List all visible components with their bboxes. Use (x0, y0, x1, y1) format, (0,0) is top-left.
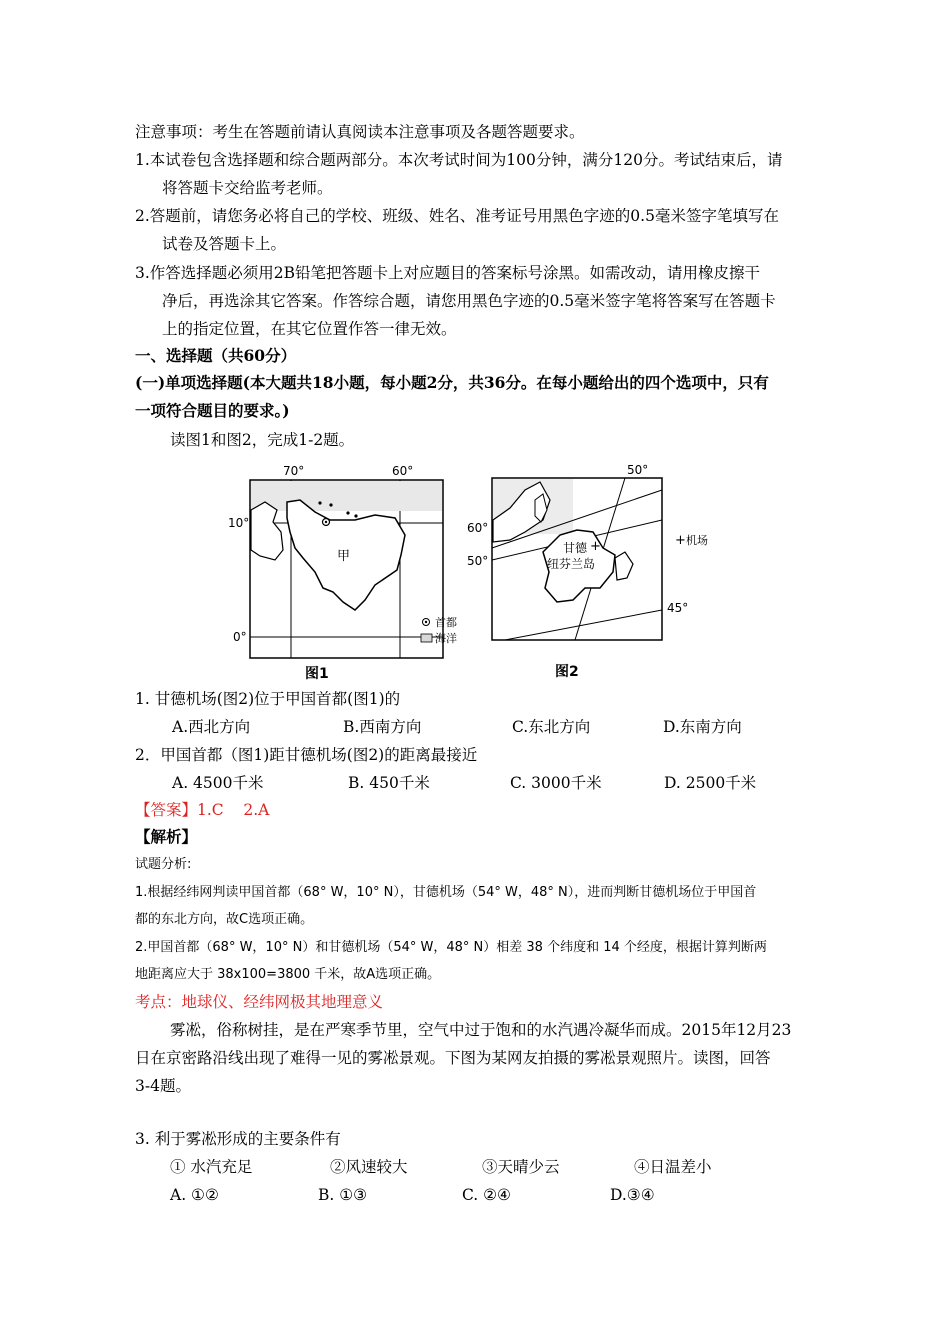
answer-text: 1.C 2.A (197, 801, 270, 819)
notice-item-1: 1.本试卷包含选择题和综合题两部分。本次考试时间为100分钟，满分120分。考试结束后，请 (135, 151, 783, 169)
notice-item-3-cont2: 上的指定位置，在其它位置作答一律无效。 (162, 320, 457, 338)
q3-condition-2: ②风速较大 (330, 1158, 408, 1176)
airport-marker-icon: + (590, 539, 601, 554)
passage-line-1: 雾凇，俗称树挂，是在严寒季节里，空气中过于饱和的水汽遇冷凝华而成。2015年12月23 (170, 1021, 792, 1039)
passage-line-2: 日在京密路沿线出现了难得一见的雾凇景观。下图为某网友拍摄的雾凇景观照片。读图，回答 (135, 1049, 771, 1067)
section-subheading: (一)单项选择题(本大题共18小题，每小题2分，共36分。在每小题给出的四个选项中，只有 (135, 373, 769, 392)
q2-stem: 2．甲国首都（图1)距甘德机场(图2)的距离最接近 (135, 746, 478, 764)
fig2-place-gander: 甘德 (563, 541, 588, 555)
section-subheading-cont: 一项符合题目的要求。) (135, 401, 290, 420)
fig2-caption: 图2 (555, 664, 579, 680)
q1-stem: 1. 甘德机场(图2)位于甲国首都(图1)的 (135, 690, 401, 708)
figure-2-map (465, 460, 735, 690)
legend-capital-label: 首都 (435, 616, 457, 629)
answer-line (135, 800, 269, 820)
legend-ocean-label: 海洋 (435, 632, 457, 645)
analysis-p1-cont: 都的东北方向，故C选项正确。 (135, 912, 314, 927)
q2-option-b: B. 450千米 (348, 774, 430, 792)
legend-ocean-icon (421, 634, 432, 642)
figure-1-map (225, 460, 475, 690)
analysis-p2-cont: 地距离应大于 38x100=3800 千米，故A选项正确。 (135, 967, 441, 982)
q1-option-c: C.东北方向 (512, 718, 591, 736)
fig2-lat-45: 45° (667, 601, 689, 615)
legend-airport-icon: + (675, 533, 686, 548)
fig1-lat-10: 10° (228, 516, 250, 530)
q3-option-a: A. ①② (170, 1186, 219, 1204)
q2-option-a: A. 4500千米 (172, 774, 264, 792)
fig1-lon-70: 70° (283, 464, 305, 478)
q2-option-d: D. 2500千米 (664, 774, 757, 792)
notice-item-3-cont1: 净后，再选涂其它答案。作答综合题，请您用黑色字迹的0.5毫米签字笔将答案写在答题卡 (162, 292, 776, 310)
q3-condition-4: ④日温差小 (634, 1158, 712, 1176)
notice-item-2-cont: 试卷及答题卡上。 (162, 235, 287, 253)
q3-option-d: D.③④ (610, 1186, 655, 1204)
kaodian: 考点：地球仪、经纬网极其地理意义 (135, 993, 384, 1011)
passage-line-3: 3-4题。 (135, 1077, 191, 1095)
q3-condition-1: ① 水汽充足 (170, 1158, 253, 1176)
analysis-p1: 1.根据经纬网判读甲国首都（68° W，10° N），甘德机场（54° W，48° N），进而判断甘德机场位于甲国首 (135, 885, 757, 900)
fig2-place-newfoundland: 纽芬兰岛 (547, 557, 596, 571)
q1-option-d: D.东南方向 (663, 718, 742, 736)
notice-item-2: 2.答题前，请您务必将自己的学校、班级、姓名、准考证号用黑色字迹的0.5毫米签字笔填写在 (135, 207, 779, 225)
legend-airport-label: 机场 (686, 534, 708, 547)
q2-option-c: C. 3000千米 (510, 774, 602, 792)
q1-option-a: A.西北方向 (172, 718, 251, 736)
q3-option-b: B. ①③ (318, 1186, 368, 1204)
q1-option-b: B.西南方向 (343, 718, 422, 736)
notice-item-3: 3.作答选择题必须用2B铅笔把答题卡上对应题目的答案标号涂黑。如需改动，请用橡皮擦干 (135, 264, 761, 282)
section-heading: 一、选择题（共60分） (135, 346, 297, 365)
q3-stem: 3. 利于雾凇形成的主要条件有 (135, 1130, 341, 1148)
analysis-p2: 2.甲国首都（68° W，10° N）和甘德机场（54° W，48° N）相差 38 个纬度和 14 个经度，根据计算判断两 (135, 940, 767, 955)
fig2-lon-60: 60° (467, 521, 489, 535)
q3-option-c: C. ②④ (462, 1186, 511, 1204)
fig2-lon-50-top: 50° (627, 463, 649, 477)
q3-condition-3: ③天晴少云 (482, 1158, 560, 1176)
fig1-caption: 图1 (305, 666, 329, 682)
fig1-lat-0: 0° (233, 630, 247, 644)
fig1-country-label: 甲 (337, 549, 351, 564)
fig2-lat-50: 50° (467, 554, 489, 568)
fig1-lon-60: 60° (392, 464, 414, 478)
notice-title: 注意事项：考生在答题前请认真阅读本注意事项及各题答题要求。 (135, 123, 585, 141)
analysis-label: 【解析】 (135, 827, 198, 846)
notice-item-1-cont: 将答题卡交给监考老师。 (162, 179, 333, 197)
answer-label: 【答案】 (135, 801, 198, 819)
figure-intro: 读图1和图2，完成1-2题。 (170, 431, 355, 449)
analysis-intro: 试题分析: (135, 857, 192, 872)
